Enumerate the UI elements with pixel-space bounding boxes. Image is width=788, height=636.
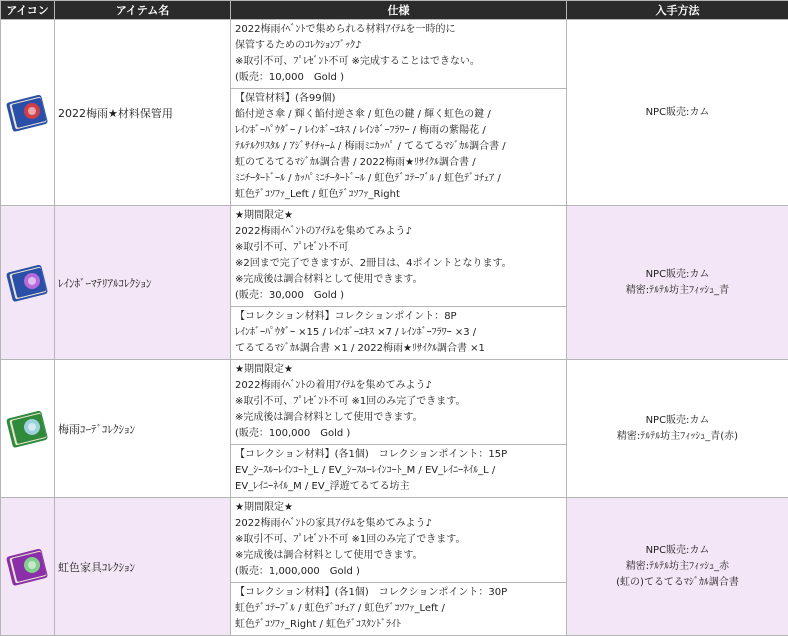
- spec-line: ﾐﾆﾁｰﾀｰﾄﾞｰﾙ / ｶｯﾊﾟﾐﾆﾁｰﾀｰﾄﾞｰﾙ / 虹色ﾃﾞｺﾃｰﾌﾞﾙ / 虹色ﾃﾞｺﾁｪｱ /: [235, 171, 562, 187]
- spec-line: ※2回まで完了できますが、2冊目は、4ポイントとなります。: [235, 256, 562, 272]
- acquisition-line: 精密:ﾃﾙﾃﾙ坊主ﾌｨｯｼｭ_青: [567, 283, 788, 299]
- header-how: 入手方法: [567, 1, 788, 20]
- spec-line: 【保管材料】(各99個): [235, 91, 562, 107]
- item-spec: [231, 20, 567, 89]
- spec-line: (販売：10,000 Gold ): [235, 70, 562, 86]
- spec-line: EV_ｼｰｽﾙｰﾚｲﾝｺｰﾄ_L / EV_ｼｰｽﾙｰﾚｲﾝｺｰﾄ_M / EV_ﾚｲﾆｰﾈｲﾙ_L /: [235, 463, 562, 479]
- spec-line: ※完成後は調合材料として使用できます。: [235, 410, 562, 426]
- acquisition-method: [567, 206, 788, 360]
- spec-line: ★期間限定★: [235, 362, 562, 378]
- spec-line: (販売：100,000 Gold ): [235, 426, 562, 442]
- spec-line: ※取引不可、ﾌﾟﾚｾﾞﾝﾄ不可 ※完成することはできない。: [235, 54, 562, 70]
- acquisition-method: [567, 498, 788, 636]
- spec-line: ★期間限定★: [235, 208, 562, 224]
- spec-line: ﾚｲﾝﾎﾞｰﾊﾟｳﾀﾞｰ ×15 / ﾚｲﾝﾎﾞｰｴｷｽ ×7 / ﾚｲﾝﾎﾞｰﾌﾗﾜｰ ×3 /: [235, 325, 562, 341]
- blue-book-rainbow-icon: [1, 206, 55, 360]
- acquisition-line: NPC販売:カム: [567, 413, 788, 429]
- acquisition-line: NPC販売:カム: [567, 543, 788, 559]
- purple-book-furniture-icon: [1, 498, 55, 636]
- spec-line: 2022梅雨ｲﾍﾞﾝﾄの着用ｱｲﾃﾑを集めてみよう♪: [235, 378, 562, 394]
- spec-line: EV_ﾚｲﾆｰﾈｲﾙ_M / EV_浮遊てるてる坊主: [235, 479, 562, 495]
- acquisition-line: (虹の)てるてるﾏｼﾞｶﾙ調合書: [567, 575, 788, 591]
- spec-line: 虹色ﾃﾞｺｿﾌｧ_Left / 虹色ﾃﾞｺｿﾌｧ_Right: [235, 187, 562, 203]
- spec-line: 【コレクション材料】(各1個) コレクションポイント：30P: [235, 585, 562, 601]
- header-spec: 仕様: [231, 1, 567, 20]
- item-spec: [231, 89, 567, 206]
- spec-line: 餡付逆さ傘 / 輝く餡付逆さ傘 / 虹色の鍵 / 輝く虹色の鍵 /: [235, 107, 562, 123]
- spec-line: 【コレクション材料】(各1個) コレクションポイント：15P: [235, 447, 562, 463]
- spec-line: ﾃﾙﾃﾙｸﾘｽﾀﾙ / ｱｼﾞｻｲﾁｬｰﾑ / 梅雨ﾐﾆｶｯﾊﾟ / てるてるﾏｼﾞｶﾙ調合書 /: [235, 139, 562, 155]
- spec-line: ※取引不可、ﾌﾟﾚｾﾞﾝﾄ不可 ※1回のみ完了できます。: [235, 532, 562, 548]
- spec-line: ﾚｲﾝﾎﾞｰﾊﾟｳﾀﾞｰ / ﾚｲﾝﾎﾞｰｴｷｽ / ﾚｲﾝﾎﾞｰﾌﾗﾜｰ / 梅雨の紫陽花 /: [235, 123, 562, 139]
- spec-line: (販売：30,000 Gold ): [235, 288, 562, 304]
- item-name: 梅雨ｺｰﾃﾞｺﾚｸｼｮﾝ: [55, 360, 231, 498]
- item-name: 2022梅雨★材料保管用: [55, 20, 231, 206]
- spec-line: (販売：1,000,000 Gold ): [235, 564, 562, 580]
- green-book-raincoat-icon: [1, 360, 55, 498]
- spec-line: 虹色ﾃﾞｺｿﾌｧ_Right / 虹色ﾃﾞｺｽﾀﾝﾄﾞﾗｲﾄ: [235, 617, 562, 633]
- table-row: [1, 498, 788, 583]
- header-name: アイテム名: [55, 1, 231, 20]
- item-spec: [231, 206, 567, 307]
- spec-line: ※取引不可、ﾌﾟﾚｾﾞﾝﾄ不可: [235, 240, 562, 256]
- blue-book-umbrella-icon: [1, 20, 55, 206]
- spec-line: 2022梅雨ｲﾍﾞﾝﾄで集められる材料ｱｲﾃﾑを一時的に: [235, 22, 562, 38]
- item-name: 虹色家具ｺﾚｸｼｮﾝ: [55, 498, 231, 636]
- header-row: [1, 1, 788, 20]
- spec-line: てるてるﾏｼﾞｶﾙ調合書 ×1 / 2022梅雨★ﾘｻｲｸﾙ調合書 ×1: [235, 341, 562, 357]
- spec-line: 虹のてるてるﾏｼﾞｶﾙ調合書 / 2022梅雨★ﾘｻｲｸﾙ調合書 /: [235, 155, 562, 171]
- acquisition-method: [567, 20, 788, 206]
- table-row: [1, 20, 788, 89]
- spec-line: ※完成後は調合材料として使用できます。: [235, 272, 562, 288]
- acquisition-line: 精密:ﾃﾙﾃﾙ坊主ﾌｨｯｼｭ_青(赤): [567, 429, 788, 445]
- spec-line: 虹色ﾃﾞｺﾃｰﾌﾞﾙ / 虹色ﾃﾞｺﾁｪｱ / 虹色ﾃﾞｺｿﾌｧ_Left /: [235, 601, 562, 617]
- spec-line: ※取引不可、ﾌﾟﾚｾﾞﾝﾄ不可 ※1回のみ完了できます。: [235, 394, 562, 410]
- header-icon: アイコン: [1, 1, 55, 20]
- spec-line: ★期間限定★: [235, 500, 562, 516]
- acquisition-method: [567, 360, 788, 498]
- item-spec: [231, 498, 567, 583]
- spec-line: 2022梅雨ｲﾍﾞﾝﾄの家具ｱｲﾃﾑを集めてみよう♪: [235, 516, 562, 532]
- acquisition-line: NPC販売:カム: [567, 105, 788, 121]
- acquisition-line: 精密:ﾃﾙﾃﾙ坊主ﾌｨｯｼｭ_赤: [567, 559, 788, 575]
- spec-line: 保管するためのｺﾚｸｼｮﾝﾌﾞｯｸ♪: [235, 38, 562, 54]
- spec-line: 【コレクション材料】コレクションポイント：8P: [235, 309, 562, 325]
- table-row: [1, 360, 788, 445]
- item-spec: [231, 307, 567, 360]
- item-spec: [231, 360, 567, 445]
- item-spec: [231, 445, 567, 498]
- table-row: [1, 206, 788, 307]
- spec-line: ※完成後は調合材料として使用できます。: [235, 548, 562, 564]
- spec-line: 2022梅雨ｲﾍﾞﾝﾄのｱｲﾃﾑを集めてみよう♪: [235, 224, 562, 240]
- item-name: ﾚｲﾝﾎﾞｰﾏﾃﾘｱﾙｺﾚｸｼｮﾝ: [55, 206, 231, 360]
- acquisition-line: NPC販売:カム: [567, 267, 788, 283]
